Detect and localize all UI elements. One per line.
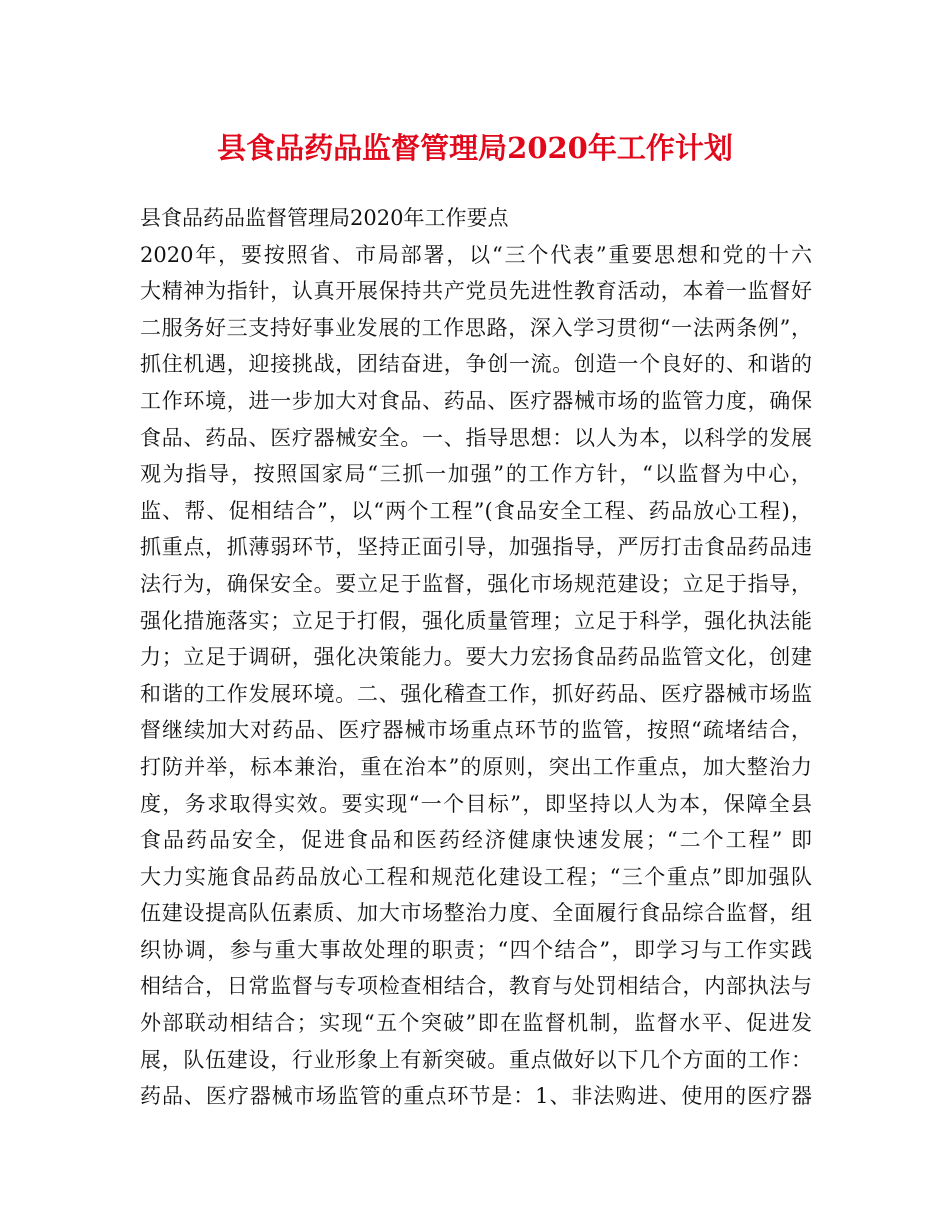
body-line: 观为指导，按照国家局“三抓一加强”的工作方针，“以监督为中心，: [140, 462, 812, 487]
document-body: [140, 200, 812, 1115]
body-line: 法行为，确保安全。要立足于监督，强化市场规范建设；立足于指导，: [140, 571, 812, 596]
body-line: 度，务求取得实效。要实现“一个目标”，即坚持以人为本，保障全县: [140, 791, 812, 816]
body-line: 工作环境，进一步加大对食品、药品、医疗器械市场的监管力度，确保: [140, 388, 812, 413]
body-line: 2020年，要按照省、市局部署，以“三个代表”重要思想和党的十六: [140, 242, 812, 267]
body-line: 大精神为指针，认真开展保持共产党员先进性教育活动，本着一监督好: [140, 279, 812, 304]
body-line: 抓住机遇，迎接挑战，团结奋进，争创一流。创造一个良好的、和谐的: [140, 352, 812, 377]
body-line: 展，队伍建设，行业形象上有新突破。重点做好以下几个方面的工作：: [140, 1047, 812, 1072]
body-line: 大力实施食品药品放心工程和规范化建设工程；“三个重点”即加强队: [140, 864, 812, 889]
body-line: 打防并举，标本兼治，重在治本”的原则，突出工作重点，加大整治力: [140, 754, 812, 779]
body-line: 监、帮、促相结合”，以“两个工程”(食品安全工程、药品放心工程)，: [140, 498, 812, 523]
document-title: 县食品药品监督管理局2020年工作计划: [217, 131, 733, 165]
body-line: 织协调，参与重大事故处理的职责；“四个结合”，即学习与工作实践: [140, 937, 812, 962]
body-line: 相结合，日常监督与专项检查相结合，教育与处罚相结合，内部执法与: [140, 974, 812, 999]
body-line: 食品、药品、医疗器械安全。一、指导思想：以人为本，以科学的发展: [140, 425, 812, 450]
body-line: 二服务好三支持好事业发展的工作思路，深入学习贯彻“一法两条例”，: [140, 315, 812, 340]
body-line: 力；立足于调研，强化决策能力。要大力宏扬食品药品监管文化，创建: [140, 645, 812, 670]
body-line: 外部联动相结合；实现“五个突破”即在监督机制，监督水平、促进发: [140, 1011, 812, 1036]
body-line: 强化措施落实；立足于打假，强化质量管理；立足于科学，强化执法能: [140, 608, 812, 633]
body-line: 和谐的工作发展环境。二、强化稽查工作，抓好药品、医疗器械市场监: [140, 681, 812, 706]
body-line: 抓重点，抓薄弱环节，坚持正面引导，加强指导，严厉打击食品药品违: [140, 535, 812, 560]
body-line: 县食品药品监督管理局2020年工作要点: [140, 206, 509, 230]
body-line: 药品、医疗器械市场监管的重点环节是：1、非法购进、使用的医疗器: [140, 1084, 812, 1109]
body-line: 食品药品安全，促进食品和医药经济健康快速发展；“二个工程” 即: [140, 828, 812, 853]
body-line: 伍建设提高队伍素质、加大市场整治力度、全面履行食品综合监督，组: [140, 901, 812, 926]
body-line: 督继续加大对药品、医疗器械市场重点环节的监管，按照“疏堵结合，: [140, 718, 812, 743]
